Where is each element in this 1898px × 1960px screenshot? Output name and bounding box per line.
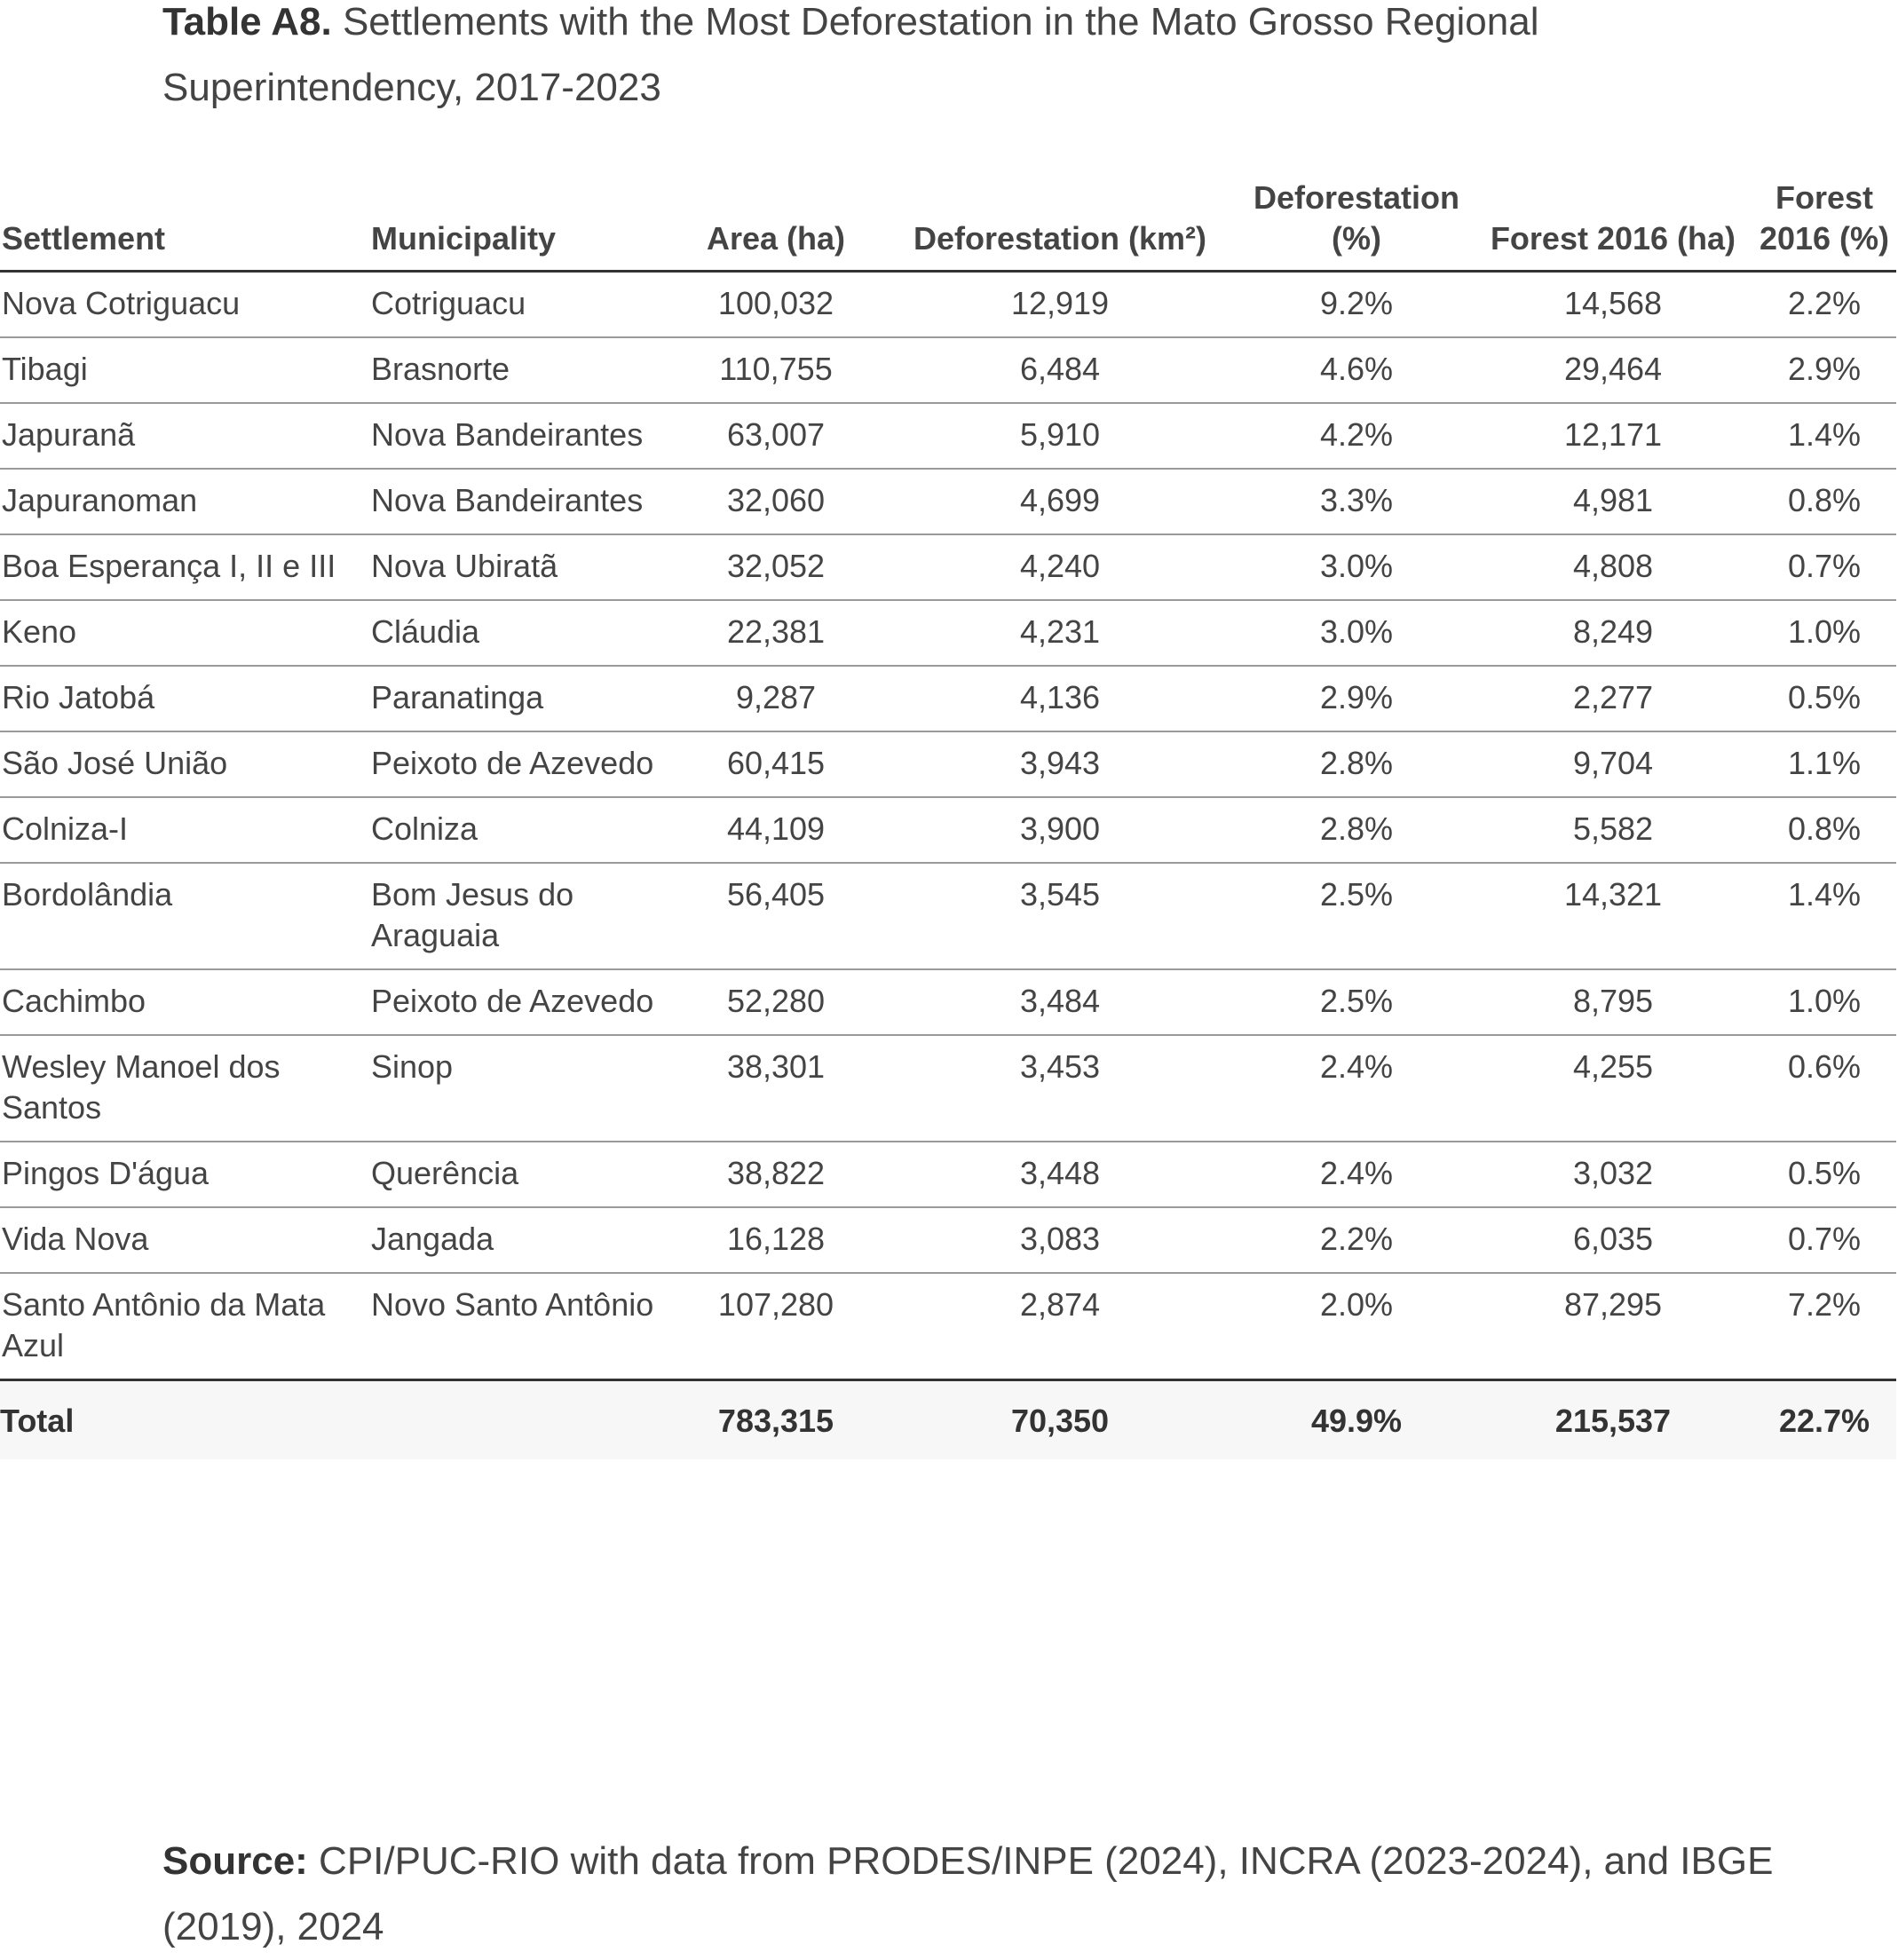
- cell-area: 32,052: [671, 534, 881, 600]
- cell-settlement: Keno: [0, 600, 369, 666]
- cell-forest-2016-pct: 0.8%: [1752, 797, 1896, 863]
- table-row: [0, 731, 1896, 797]
- table-row: [0, 666, 1896, 731]
- table-row: [0, 534, 1896, 600]
- cell-forest-2016-ha: 6,035: [1474, 1207, 1752, 1273]
- cell-deforestation-km2: 3,943: [881, 731, 1239, 797]
- cell-settlement: Pingos D'água: [0, 1142, 369, 1207]
- header-forest-2016-pct: Forest 2016 (%): [1752, 160, 1896, 272]
- cell-forest-2016-ha: 14,321: [1474, 863, 1752, 969]
- cell-forest-2016-pct: 0.5%: [1752, 1142, 1896, 1207]
- cell-settlement: Tibagi: [0, 337, 369, 403]
- cell-deforestation-pct: 2.5%: [1239, 969, 1474, 1035]
- cell-deforestation-pct: 4.6%: [1239, 337, 1474, 403]
- cell-settlement: Japuranoman: [0, 469, 369, 534]
- cell-municipality: Peixoto de Azevedo: [369, 969, 671, 1035]
- cell-area: 22,381: [671, 600, 881, 666]
- cell-deforestation-km2: 3,448: [881, 1142, 1239, 1207]
- cell-municipality: Peixoto de Azevedo: [369, 731, 671, 797]
- cell-area: 16,128: [671, 1207, 881, 1273]
- cell-municipality: Nova Bandeirantes: [369, 469, 671, 534]
- total-settlement: Total: [0, 1380, 369, 1460]
- total-deforestation-km2: 70,350: [881, 1380, 1239, 1460]
- cell-municipality: Querência: [369, 1142, 671, 1207]
- cell-forest-2016-ha: 3,032: [1474, 1142, 1752, 1207]
- cell-area: 32,060: [671, 469, 881, 534]
- table-row: [0, 1273, 1896, 1380]
- table-row: [0, 969, 1896, 1035]
- header-row: [0, 160, 1896, 272]
- cell-area: 56,405: [671, 863, 881, 969]
- cell-deforestation-pct: 2.4%: [1239, 1142, 1474, 1207]
- cell-area: 110,755: [671, 337, 881, 403]
- cell-forest-2016-pct: 1.4%: [1752, 403, 1896, 469]
- cell-forest-2016-ha: 4,981: [1474, 469, 1752, 534]
- cell-forest-2016-ha: 8,795: [1474, 969, 1752, 1035]
- cell-municipality: Novo Santo Antônio: [369, 1273, 671, 1380]
- cell-deforestation-km2: 4,231: [881, 600, 1239, 666]
- cell-forest-2016-ha: 12,171: [1474, 403, 1752, 469]
- cell-area: 9,287: [671, 666, 881, 731]
- cell-municipality: Nova Bandeirantes: [369, 403, 671, 469]
- cell-settlement: Bordolândia: [0, 863, 369, 969]
- table-caption: [162, 0, 1787, 121]
- cell-deforestation-km2: 3,453: [881, 1035, 1239, 1142]
- cell-settlement: Japuranã: [0, 403, 369, 469]
- cell-deforestation-pct: 4.2%: [1239, 403, 1474, 469]
- table-row: [0, 600, 1896, 666]
- caption-text: Settlements with the Most Deforestation in the Mato Grosso Regional Superintendency, 2017-2023: [162, 0, 1539, 109]
- cell-forest-2016-pct: 7.2%: [1752, 1273, 1896, 1380]
- cell-forest-2016-pct: 0.8%: [1752, 469, 1896, 534]
- total-municipality: [369, 1380, 671, 1460]
- cell-municipality: Nova Ubiratã: [369, 534, 671, 600]
- cell-settlement: Vida Nova: [0, 1207, 369, 1273]
- cell-deforestation-km2: 6,484: [881, 337, 1239, 403]
- cell-forest-2016-ha: 8,249: [1474, 600, 1752, 666]
- cell-settlement: São José União: [0, 731, 369, 797]
- source-note: [162, 1829, 1787, 1960]
- cell-settlement: Santo Antônio da Mata Azul: [0, 1273, 369, 1380]
- header-area: Area (ha): [671, 160, 881, 272]
- cell-forest-2016-ha: 4,808: [1474, 534, 1752, 600]
- cell-deforestation-pct: 9.2%: [1239, 272, 1474, 338]
- table-row: [0, 337, 1896, 403]
- header-municipality: Municipality: [369, 160, 671, 272]
- cell-forest-2016-pct: 0.6%: [1752, 1035, 1896, 1142]
- cell-deforestation-pct: 2.9%: [1239, 666, 1474, 731]
- cell-settlement: Wesley Manoel dos Santos: [0, 1035, 369, 1142]
- cell-forest-2016-pct: 0.7%: [1752, 1207, 1896, 1273]
- cell-municipality: Cláudia: [369, 600, 671, 666]
- cell-forest-2016-pct: 1.4%: [1752, 863, 1896, 969]
- cell-deforestation-pct: 2.5%: [1239, 863, 1474, 969]
- cell-settlement: Colniza-I: [0, 797, 369, 863]
- total-area: 783,315: [671, 1380, 881, 1460]
- cell-forest-2016-ha: 14,568: [1474, 272, 1752, 338]
- cell-municipality: Brasnorte: [369, 337, 671, 403]
- cell-area: 100,032: [671, 272, 881, 338]
- cell-settlement: Boa Esperança I, II e III: [0, 534, 369, 600]
- table-row: [0, 797, 1896, 863]
- cell-forest-2016-pct: 1.0%: [1752, 600, 1896, 666]
- cell-forest-2016-pct: 2.2%: [1752, 272, 1896, 338]
- cell-deforestation-pct: 2.8%: [1239, 731, 1474, 797]
- cell-municipality: Colniza: [369, 797, 671, 863]
- cell-forest-2016-pct: 1.1%: [1752, 731, 1896, 797]
- total-forest-2016-ha: 215,537: [1474, 1380, 1752, 1460]
- cell-forest-2016-ha: 2,277: [1474, 666, 1752, 731]
- source-label: Source:: [162, 1839, 308, 1883]
- cell-forest-2016-ha: 4,255: [1474, 1035, 1752, 1142]
- caption-label: Table A8.: [162, 0, 332, 43]
- cell-deforestation-pct: 2.2%: [1239, 1207, 1474, 1273]
- cell-area: 60,415: [671, 731, 881, 797]
- cell-deforestation-km2: 5,910: [881, 403, 1239, 469]
- cell-deforestation-pct: 3.0%: [1239, 534, 1474, 600]
- table-row: [0, 1035, 1896, 1142]
- table-row: [0, 403, 1896, 469]
- header-forest-2016-ha: Forest 2016 (ha): [1474, 160, 1752, 272]
- cell-area: 38,301: [671, 1035, 881, 1142]
- total-row: [0, 1380, 1896, 1460]
- cell-forest-2016-pct: 0.5%: [1752, 666, 1896, 731]
- cell-municipality: Sinop: [369, 1035, 671, 1142]
- cell-deforestation-pct: 3.3%: [1239, 469, 1474, 534]
- header-settlement: Settlement: [0, 160, 369, 272]
- cell-deforestation-km2: 12,919: [881, 272, 1239, 338]
- cell-deforestation-pct: 2.8%: [1239, 797, 1474, 863]
- cell-deforestation-km2: 3,900: [881, 797, 1239, 863]
- source-text: CPI/PUC-RIO with data from PRODES/INPE (2024), INCRA (2023-2024), and IBGE (2019), 2024: [162, 1839, 1774, 1948]
- cell-deforestation-km2: 4,699: [881, 469, 1239, 534]
- cell-area: 38,822: [671, 1142, 881, 1207]
- cell-forest-2016-ha: 87,295: [1474, 1273, 1752, 1380]
- cell-deforestation-km2: 4,136: [881, 666, 1239, 731]
- cell-deforestation-km2: 3,484: [881, 969, 1239, 1035]
- cell-deforestation-pct: 2.0%: [1239, 1273, 1474, 1380]
- cell-settlement: Nova Cotriguacu: [0, 272, 369, 338]
- cell-area: 44,109: [671, 797, 881, 863]
- cell-deforestation-km2: 3,545: [881, 863, 1239, 969]
- header-deforestation-km2: Deforestation (km²): [881, 160, 1239, 272]
- cell-municipality: Cotriguacu: [369, 272, 671, 338]
- table-body: [0, 272, 1896, 1460]
- total-deforestation-pct: 49.9%: [1239, 1380, 1474, 1460]
- table-row: [0, 1142, 1896, 1207]
- cell-forest-2016-ha: 29,464: [1474, 337, 1752, 403]
- cell-area: 107,280: [671, 1273, 881, 1380]
- header-deforestation-pct: Deforestation (%): [1239, 160, 1474, 272]
- table-row: [0, 1207, 1896, 1273]
- cell-area: 63,007: [671, 403, 881, 469]
- settlements-table: [0, 160, 1896, 1459]
- cell-deforestation-km2: 4,240: [881, 534, 1239, 600]
- table-row: [0, 272, 1896, 338]
- cell-forest-2016-ha: 5,582: [1474, 797, 1752, 863]
- total-forest-2016-pct: 22.7%: [1752, 1380, 1896, 1460]
- cell-deforestation-km2: 3,083: [881, 1207, 1239, 1273]
- cell-forest-2016-pct: 1.0%: [1752, 969, 1896, 1035]
- table-row: [0, 469, 1896, 534]
- cell-settlement: Cachimbo: [0, 969, 369, 1035]
- cell-forest-2016-ha: 9,704: [1474, 731, 1752, 797]
- cell-municipality: Bom Jesus do Araguaia: [369, 863, 671, 969]
- table-row: [0, 863, 1896, 969]
- cell-forest-2016-pct: 2.9%: [1752, 337, 1896, 403]
- cell-municipality: Paranatinga: [369, 666, 671, 731]
- cell-deforestation-pct: 3.0%: [1239, 600, 1474, 666]
- cell-settlement: Rio Jatobá: [0, 666, 369, 731]
- cell-area: 52,280: [671, 969, 881, 1035]
- cell-deforestation-km2: 2,874: [881, 1273, 1239, 1380]
- cell-forest-2016-pct: 0.7%: [1752, 534, 1896, 600]
- cell-deforestation-pct: 2.4%: [1239, 1035, 1474, 1142]
- cell-municipality: Jangada: [369, 1207, 671, 1273]
